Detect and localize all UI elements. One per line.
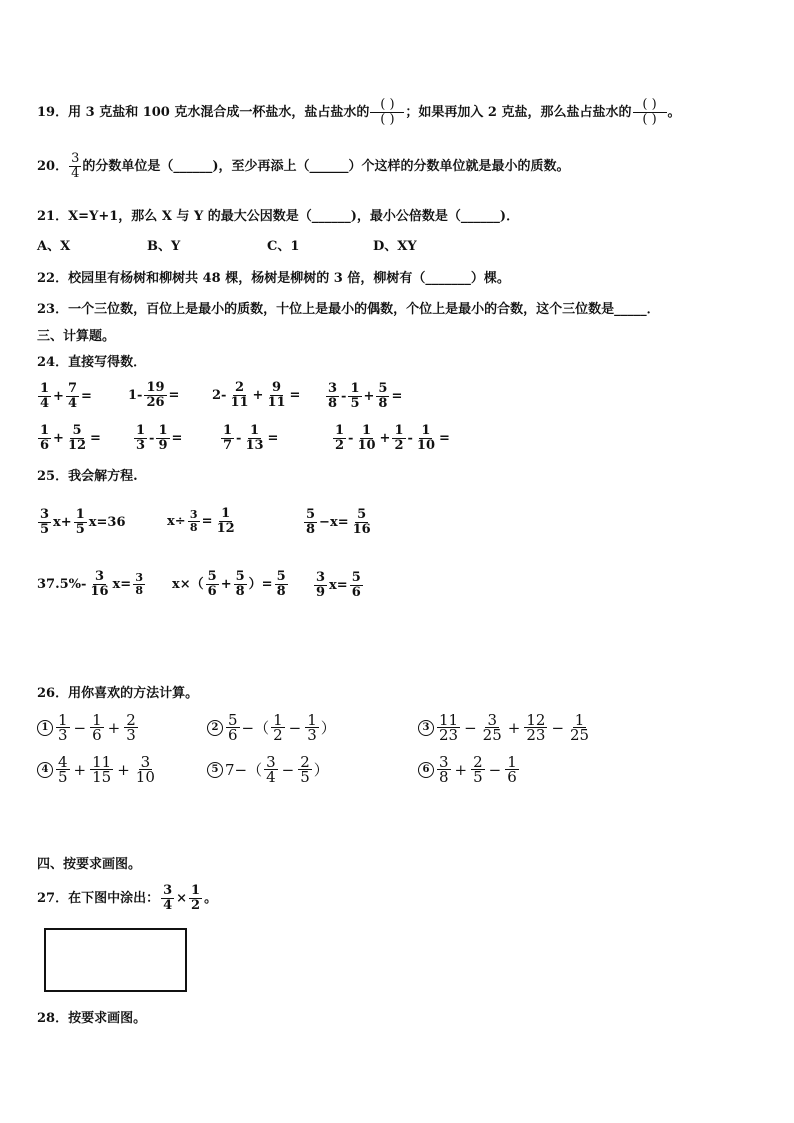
q25-equation-6: $\frac{3}{9}$ x= $\frac{5}{6}$ xyxy=(316,570,361,600)
question-26-title: 26．用你喜欢的方法计算。 xyxy=(37,686,199,701)
section-3-heading: 三、计算题。 xyxy=(37,329,116,344)
question-21: 21．X=Y+1，那么 X 与 Y 的最大公因数是（______)，最小公倍数是（______)． xyxy=(37,209,520,224)
q26-expr-3: 3 $\frac{11}{23}$ − $\frac{3}{25}$ + $\frac{12}{23}$ − $\frac{1}{25}$ xyxy=(418,713,592,742)
q24-row2-expr3: $\frac{1}{7}$ - $\frac{1}{13}$ = xyxy=(223,423,279,453)
q26-expr-1: 1 $\frac{1}{3}$ − $\frac{1}{6}$ + $\frac{2}{3}$ xyxy=(37,713,139,742)
option-d[interactable]: D、XY xyxy=(373,239,417,254)
q25-equation-5: x×（ $\frac{5}{6}$ + $\frac{5}{8}$ ）= $\frac{5}{8}$ xyxy=(172,569,286,599)
section-4-heading: 四、按要求画图。 xyxy=(37,857,142,872)
fraction: $\frac{3}{4}$ xyxy=(71,151,80,181)
question-22: 22．校园里有杨树和柳树共 48 棵，杨树是柳树的 3 倍，柳树有（_______）棵。 xyxy=(37,271,510,286)
question-20: 20． $\frac{3}{4}$ 的分数单位是（______)，至少再添上（______）个这样的分数单位就是最小的质数。 xyxy=(37,151,570,181)
question-23: 23．一个三位数，百位上是最小的质数，十位上是最小的偶数，个位上是最小的合数，这个三位数是_____． xyxy=(37,302,660,317)
q25-equation-1: $\frac{3}{5}$ x+ $\frac{1}{5}$ x=36 xyxy=(40,507,126,537)
q24-row2-expr4: $\frac{1}{2}$ - $\frac{1}{10}$ + $\frac{1}{2}$ - $\frac{1}{10}$ = xyxy=(335,423,450,453)
q26-expr-5: 5 7−（ $\frac{3}{4}$ − $\frac{2}{5}$ ） xyxy=(207,755,329,784)
answer-blank-fraction[interactable]: $\frac{( )}{( )}$ xyxy=(633,98,667,127)
question-25-title: 25．我会解方程. xyxy=(37,469,138,484)
q21-options xyxy=(37,239,417,255)
option-c[interactable]: C、1 xyxy=(267,239,300,254)
q24-row1-expr2: 1- $\frac{19}{26}$ = xyxy=(128,380,180,410)
q24-row1-expr3: 2- $\frac{2}{11}$ + $\frac{9}{11}$ = xyxy=(212,380,301,410)
q24-row1-expr1: $\frac{1}{4}$ + $\frac{7}{4}$ = xyxy=(40,381,92,411)
q25-equation-4: 37.5%- $\frac{3}{16}$ x= $\frac{3}{8}$ xyxy=(37,570,146,599)
question-27: 27．在下图中涂出： $\frac{3}{4}$ × $\frac{1}{2}$ 。 xyxy=(37,883,218,913)
q26-expr-6: 6 $\frac{3}{8}$ + $\frac{2}{5}$ − $\frac{1}{6}$ xyxy=(418,755,520,784)
q24-row2-expr1: $\frac{1}{6}$ + $\frac{5}{12}$ = xyxy=(40,423,101,453)
q25-equation-3: $\frac{5}{8}$ −x= $\frac{5}{16}$ xyxy=(306,507,371,537)
question-24-title: 24．直接写得数． xyxy=(37,355,147,370)
q24-row1-expr4: $\frac{3}{8}$ - $\frac{1}{5}$ + $\frac{5}{8}$ = xyxy=(328,381,403,411)
q26-expr-4: 4 $\frac{4}{5}$ + $\frac{11}{15}$ + $\frac{3}{10}$ xyxy=(37,755,158,784)
q26-expr-2: 2 $\frac{5}{6}$ −（ $\frac{1}{2}$ − $\frac{1}{3}$ ） xyxy=(207,713,336,742)
option-b[interactable]: B、Y xyxy=(147,239,181,254)
q25-equation-2: x÷ $\frac{3}{8}$ = $\frac{1}{12}$ xyxy=(167,506,235,536)
question-28: 28．按要求画图。 xyxy=(37,1011,147,1026)
q24-row2-expr2: $\frac{1}{3}$ - $\frac{1}{9}$ = xyxy=(136,423,183,453)
answer-blank-fraction[interactable]: $\frac{( )}{( )}$ xyxy=(370,98,404,127)
option-a[interactable]: A、X xyxy=(37,239,71,254)
drawing-rectangle[interactable] xyxy=(44,928,187,992)
question-19: 19．用 3 克盐和 100 克水混合成一杯盐水，盐占盐水的 $\frac{( )}{( )}$ ；如果再加入 2 克盐，那么盐占盐水的 $\frac{( )}{( )}$ 。 xyxy=(37,97,681,127)
